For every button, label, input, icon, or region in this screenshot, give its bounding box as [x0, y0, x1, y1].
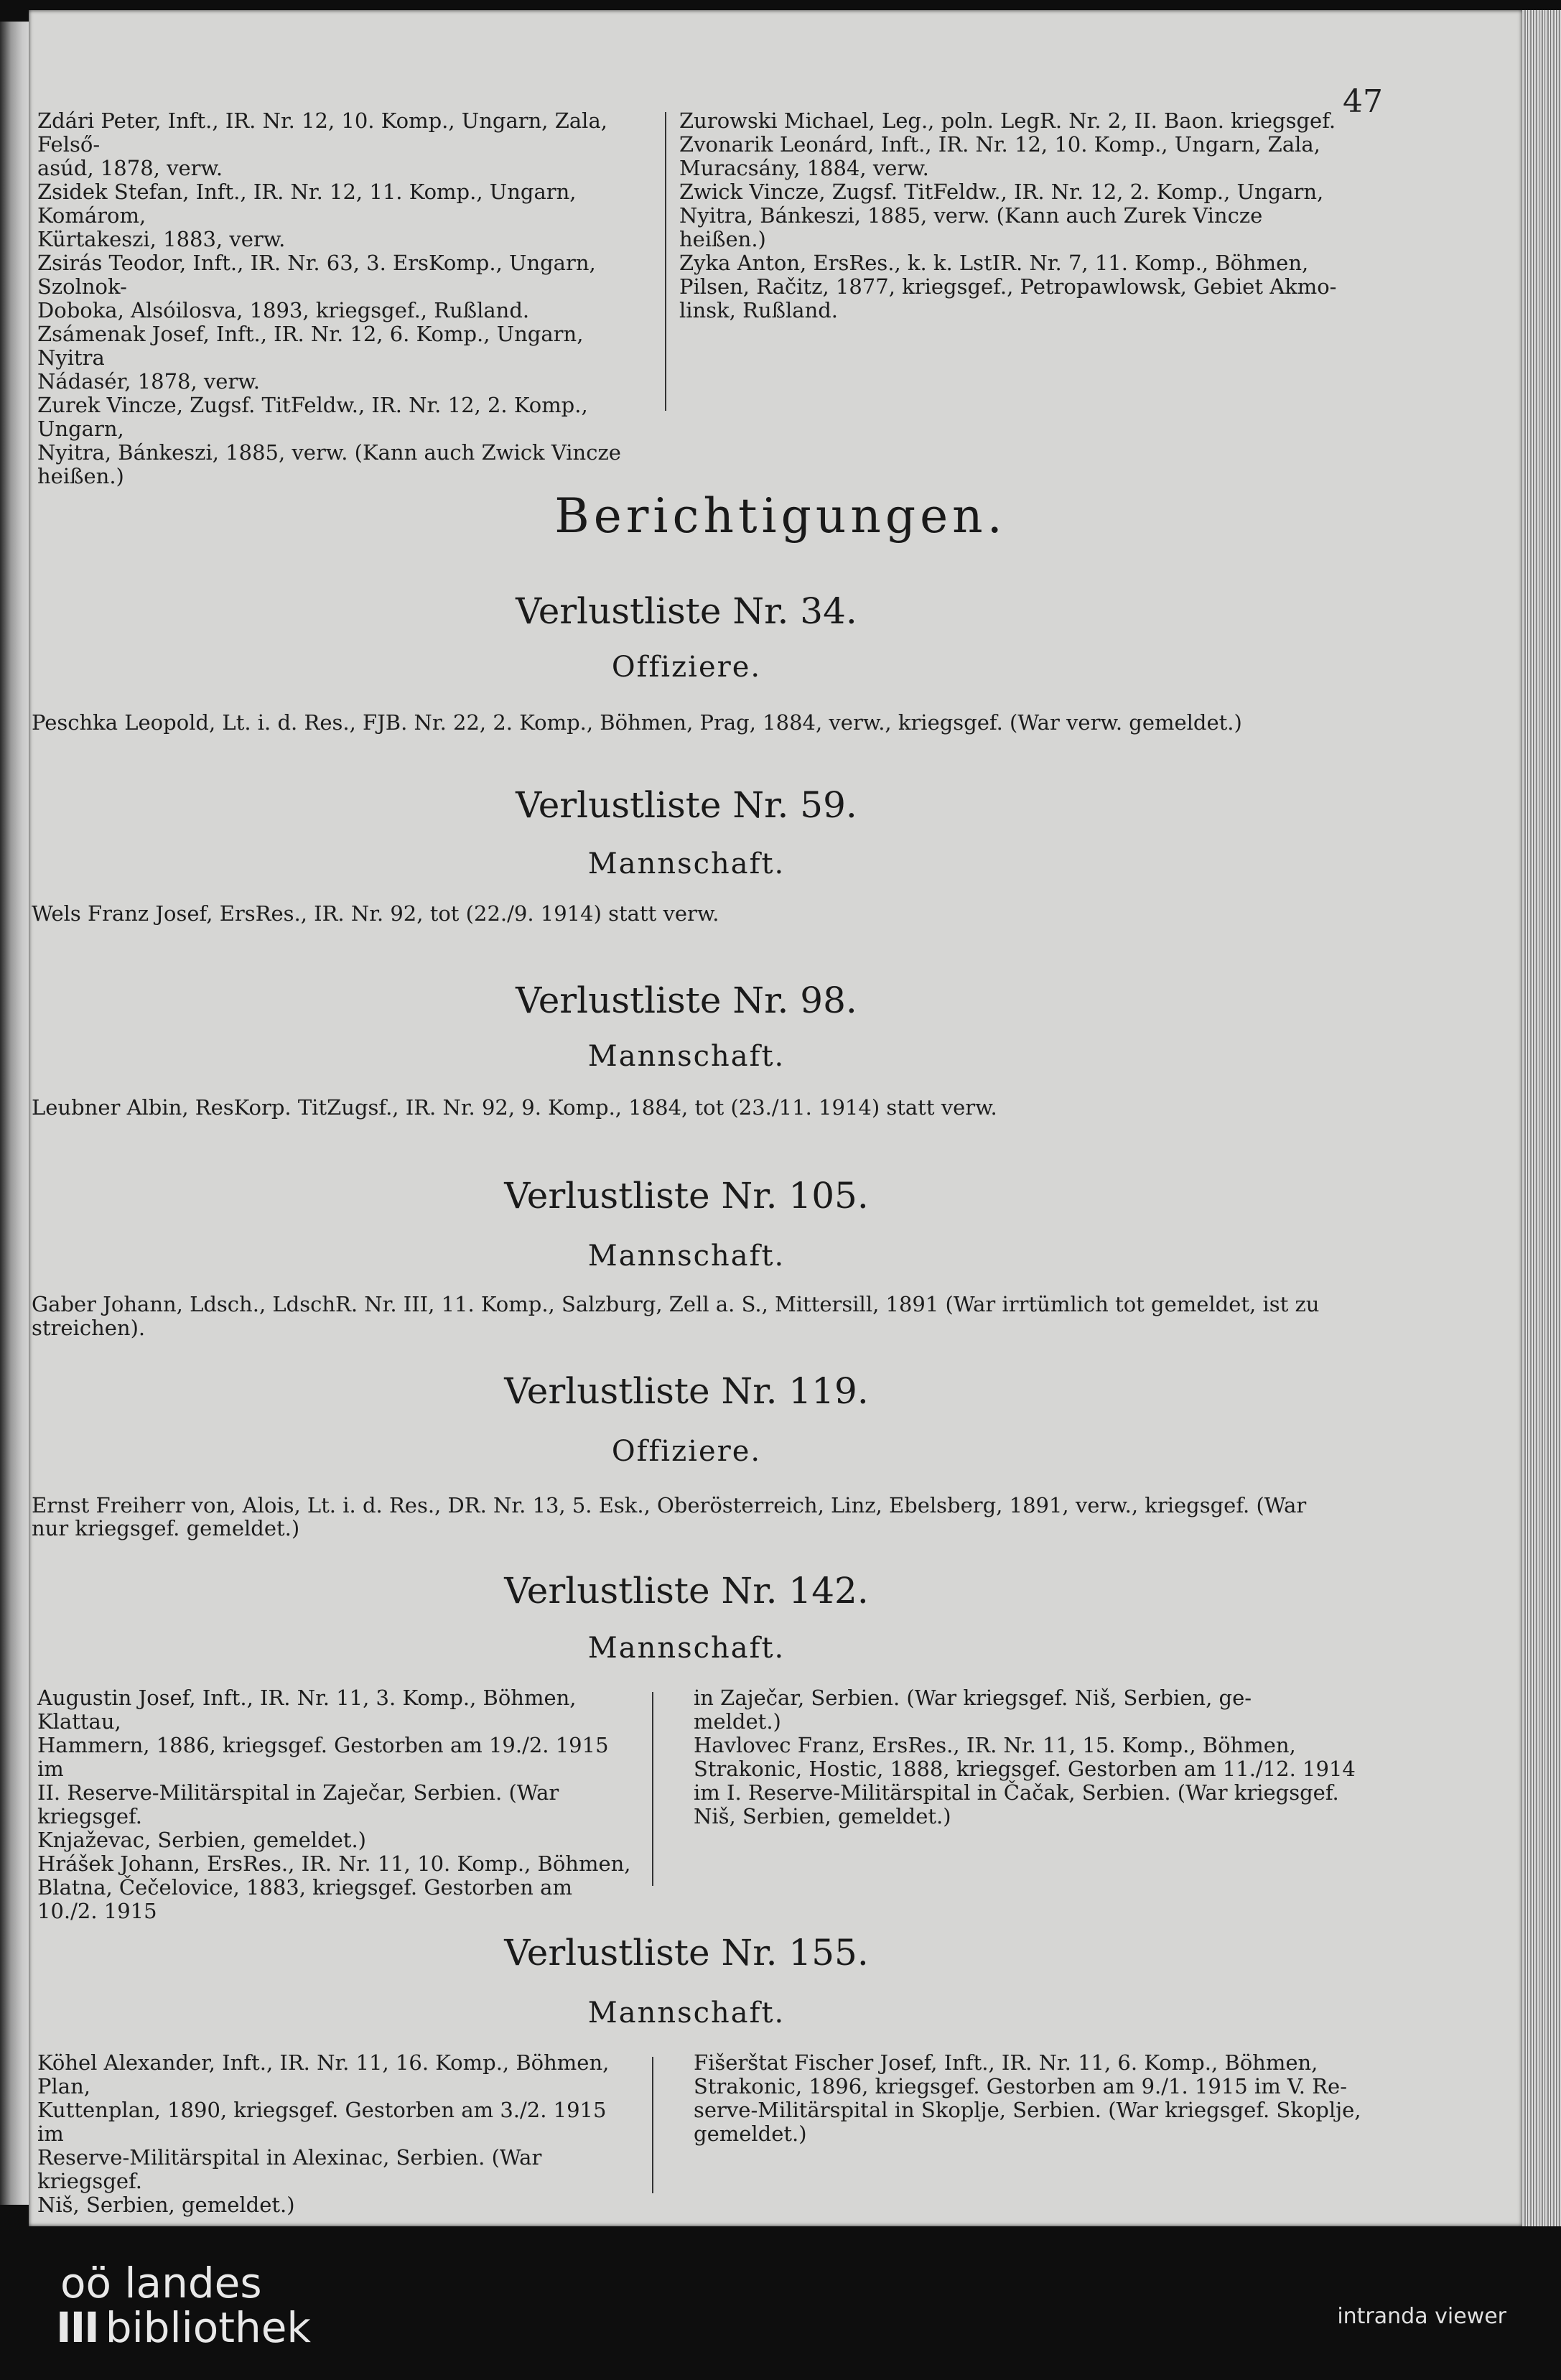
entry-119-line1: Ernst Freiherr von, Alois, Lt. i. d. Res., DR. Nr. 13, 5. Esk., Oberösterreich, Linz, Ebelsberg, 1891, verw., kriegsgef. (War [32, 1493, 1307, 1517]
list-142-left-line: II. Reserve-Militärspital in Zaječar, Serbien. (War kriegsgef. [37, 1780, 559, 1828]
top-left-line: Zsirás Teodor, Inft., IR. Nr. 63, 3. ErsKomp., Ungarn, Szolnok- [37, 251, 596, 299]
list-subtitle-98: Mannschaft. [587, 1040, 786, 1073]
top-left-line: asúd, 1878, verw. [37, 156, 223, 180]
list-142-right-line: Havlovec Franz, ErsRes., IR. Nr. 11, 15. Komp., Böhmen, [694, 1733, 1296, 1757]
list-142-left-line: Hammern, 1886, kriegsgef. Gestorben am 19./2. 1915 im [37, 1733, 609, 1781]
top-right-line: Nyitra, Bánkeszi, 1885, verw. (Kann auch Zurek Vincze [679, 203, 1263, 228]
logo-line-2-text: bibliothek [105, 2303, 311, 2352]
column-divider [665, 112, 666, 411]
list-subtitle-142: Mannschaft. [587, 1632, 786, 1665]
library-logo[interactable] [56, 2261, 311, 2350]
top-right-line: heißen.) [679, 227, 766, 251]
top-left-line: Zurek Vincze, Zugsf. TitFeldw., IR. Nr. 12, 2. Komp., Ungarn, [37, 393, 588, 441]
entry-119-line2: nur kriegsgef. gemeldet.) [32, 1516, 300, 1540]
top-left-line: heißen.) [37, 464, 124, 488]
entry-59: Wels Franz Josef, ErsRes., IR. Nr. 92, tot (22./9. 1914) statt verw. [32, 901, 719, 926]
list-155-right-line: Fišerštat Fischer Josef, Inft., IR. Nr. 11, 6. Komp., Böhmen, [694, 2050, 1318, 2075]
top-left-column [37, 109, 655, 488]
list-142-left-line: Knjaževac, Serbien, gemeldet.) [37, 1828, 366, 1852]
list-subtitle-34: Offiziere. [611, 651, 762, 684]
list-155-left-line: Köhel Alexander, Inft., IR. Nr. 11, 16. Komp., Böhmen, Plan, [37, 2050, 610, 2098]
top-left-line: Nyitra, Bánkeszi, 1885, verw. (Kann auch Zwick Vincze [37, 440, 621, 465]
list-142-right-line: Niš, Serbien, gemeldet.) [694, 1804, 951, 1828]
list-title-142: Verlustliste Nr. 142. [504, 1570, 869, 1612]
entry-34: Peschka Leopold, Lt. i. d. Res., FJB. Nr. 22, 2. Komp., Böhmen, Prag, 1884, verw., kriegsgef. (War verw. gemeldet.) [32, 710, 1242, 735]
list-subtitle-105: Mannschaft. [587, 1240, 786, 1273]
top-left-line: Zsidek Stefan, Inft., IR. Nr. 12, 11. Komp., Ungarn, Komárom, [37, 180, 577, 228]
list-155-left-column [37, 2051, 638, 2217]
list-title-105: Verlustliste Nr. 105. [504, 1175, 869, 1217]
top-right-line: Zyka Anton, ErsRes., k. k. LstIR. Nr. 7, 11. Komp., Böhmen, [679, 251, 1309, 275]
list-142-left-column [37, 1686, 638, 1923]
entry-98: Leubner Albin, ResKorp. TitZugsf., IR. Nr. 92, 9. Komp., 1884, tot (23./11. 1914) statt verw. [32, 1095, 997, 1120]
list-title-59: Verlustliste Nr. 59. [516, 784, 857, 826]
top-left-line: Zsámenak Josef, Inft., IR. Nr. 12, 6. Komp., Ungarn, Nyitra [37, 322, 584, 370]
list-subtitle-119: Offiziere. [611, 1435, 762, 1468]
logo-line-2 [56, 2305, 311, 2350]
top-right-line: Zvonarik Leonárd, Inft., IR. Nr. 12, 10. Komp., Ungarn, Zala, [679, 132, 1320, 157]
top-right-line: Zurowski Michael, Leg., poln. LegR. Nr. 2, II. Baon. kriegsgef. [679, 108, 1336, 133]
list-155-right-column [694, 2051, 1383, 2146]
list-142-right-line: meldet.) [694, 1709, 781, 1734]
top-right-line: Muracsány, 1884, verw. [679, 156, 929, 180]
list-155-left-line: Kuttenplan, 1890, kriegsgef. Gestorben am 3./2. 1915 im [37, 2098, 607, 2146]
viewer-brand[interactable]: intranda viewer [1337, 2304, 1506, 2329]
top-left-line: Nádasér, 1878, verw. [37, 369, 260, 394]
list-142-right-line: im I. Reserve-Militärspital in Čačak, Serbien. (War kriegsgef. [694, 1780, 1339, 1805]
top-right-line: Pilsen, Račitz, 1877, kriegsgef., Petropawlowsk, Gebiet Akmo- [679, 274, 1337, 299]
list-subtitle-155: Mannschaft. [587, 1996, 786, 2030]
top-right-line: linsk, Rußland. [679, 298, 839, 322]
top-right-column [679, 109, 1383, 322]
list-155-left-line: Niš, Serbien, gemeldet.) [37, 2193, 295, 2217]
list-142-right-line: in Zaječar, Serbien. (War kriegsgef. Niš, Serbien, ge- [694, 1686, 1252, 1710]
list-title-34: Verlustliste Nr. 34. [516, 590, 857, 632]
list-142-right-line: Strakonic, Hostic, 1888, kriegsgef. Gestorben am 11./12. 1914 [694, 1757, 1356, 1781]
entry-105: Gaber Johann, Ldsch., LdschR. Nr. III, 11. Komp., Salzburg, Zell a. S., Mittersill, 1891 (War irrtümlich tot gemeldet, ist zu streichen). [32, 1292, 1320, 1340]
logo-bars-icon: III [56, 2303, 98, 2352]
top-left-line: Zdári Peter, Inft., IR. Nr. 12, 10. Komp., Ungarn, Zala, Felső- [37, 108, 607, 157]
logo-line-1: oö landes [60, 2259, 262, 2307]
list-142-left-line: Blatna, Čečelovice, 1883, kriegsgef. Gestorben am 10./2. 1915 [37, 1875, 572, 1923]
top-left-line: Doboka, Alsóilosva, 1893, kriegsgef., Rußland. [37, 298, 530, 322]
list-142-right-column [694, 1686, 1383, 1828]
column-divider-155 [652, 2057, 653, 2193]
main-heading: Berichtigungen. [554, 488, 1007, 544]
list-155-left-line: Reserve-Militärspital in Alexinac, Serbien. (War kriegsgef. [37, 2145, 542, 2193]
list-155-right-line: serve-Militärspital in Skoplje, Serbien. (War kriegsgef. Skoplje, [694, 2098, 1361, 2122]
list-142-left-line: Hrášek Johann, ErsRes., IR. Nr. 11, 10. Komp., Böhmen, [37, 1851, 631, 1876]
list-155-right-line: gemeldet.) [694, 2121, 807, 2146]
list-subtitle-59: Mannschaft. [587, 847, 786, 880]
top-left-line: Kürtakeszi, 1883, verw. [37, 227, 286, 251]
list-title-119: Verlustliste Nr. 119. [504, 1370, 869, 1412]
list-title-98: Verlustliste Nr. 98. [516, 980, 857, 1021]
column-divider-142 [652, 1692, 653, 1886]
top-right-line: Zwick Vincze, Zugsf. TitFeldw., IR. Nr. 12, 2. Komp., Ungarn, [679, 180, 1324, 204]
page-number: 47 [1343, 83, 1383, 120]
list-155-right-line: Strakonic, 1896, kriegsgef. Gestorben am 9./1. 1915 im V. Re- [694, 2074, 1348, 2098]
book-spine-edge [0, 22, 32, 2205]
page-stack-edge [1522, 10, 1561, 2226]
list-title-155: Verlustliste Nr. 155. [504, 1932, 869, 1974]
list-142-left-line: Augustin Josef, Inft., IR. Nr. 11, 3. Komp., Böhmen, Klattau, [37, 1686, 577, 1734]
